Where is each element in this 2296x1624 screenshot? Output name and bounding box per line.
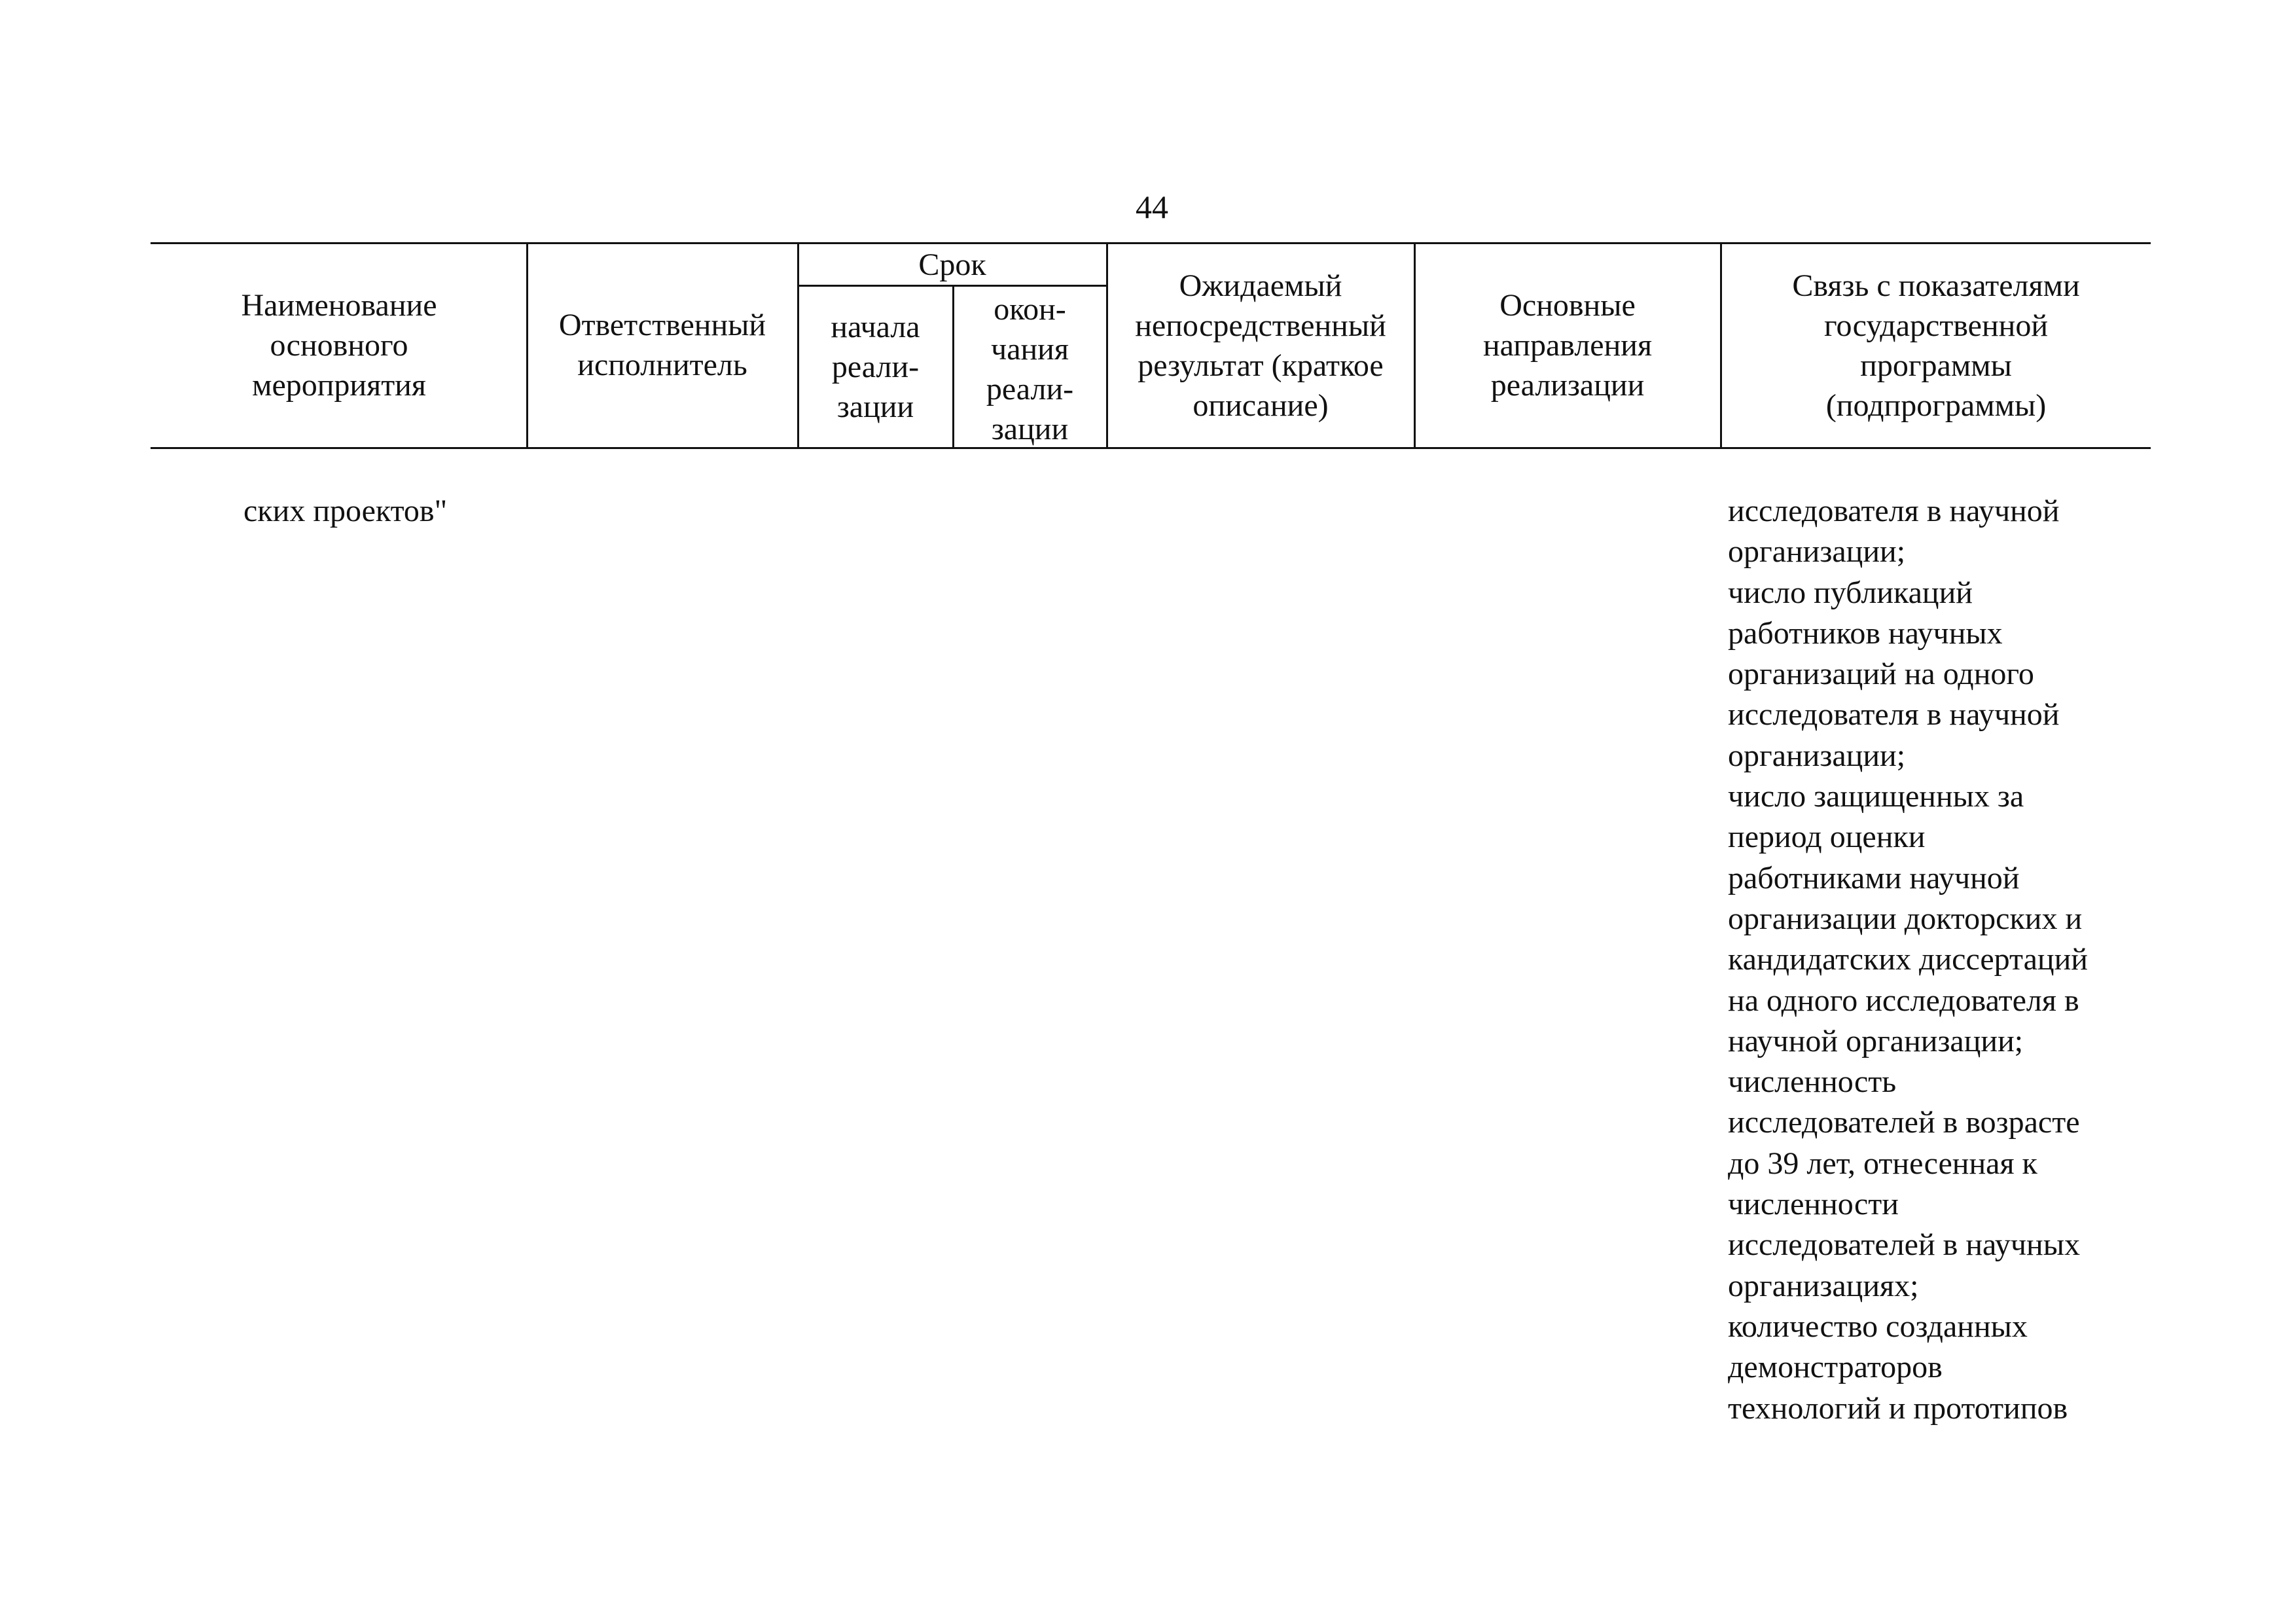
header-executor: Ответственный исполнитель [558, 308, 766, 382]
row-name-continuation: ских проектов" [243, 494, 448, 528]
header-term: Срок [918, 247, 986, 282]
header-indicators: Связь с показателями государственной программы (подпрограммы) [1792, 268, 2080, 423]
page-number: 44 [1136, 189, 1168, 225]
header-term-end: окон- чания реали- зации [986, 292, 1074, 446]
table-top-border [151, 242, 2151, 244]
table-header-bottom-border [151, 447, 2151, 449]
term-group-divider [797, 285, 1106, 287]
header-expected-result: Ожидаемый непосредственный результат (краткое описание) [1135, 268, 1386, 423]
row-indicators-continuation: исследователя в научной организации; число публикаций работников научных организаций на одного исследователя в научной организации; число защищенных за период оценки работниками научной организации докторских и кандидатских диссертаций на одного исследователя в научной организации; численность исследователей в возрасте до 39 лет, отнесенная к численности исследователей в научных организациях; количество созданных демонстраторов технологий и прототипов [1728, 494, 2088, 1426]
header-directions: Основные направления реализации [1482, 288, 1653, 403]
header-name: Наименование основного мероприятия [241, 288, 437, 403]
header-term-start: начала реали- зации [831, 310, 920, 424]
